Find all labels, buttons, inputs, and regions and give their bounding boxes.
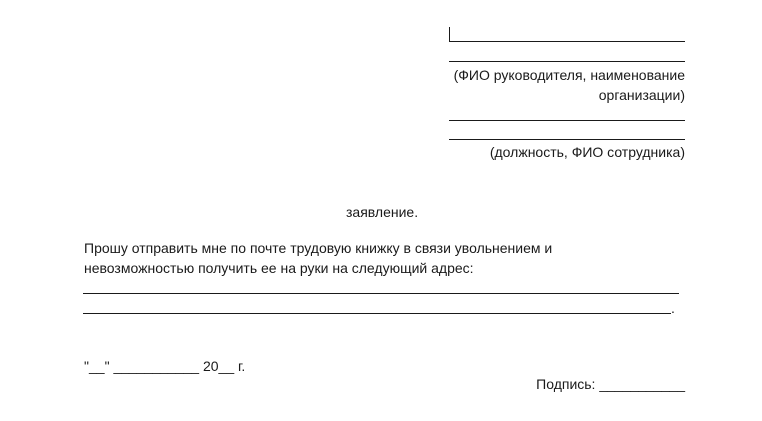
signature-label: Подпись: [536,376,596,392]
recipient-field-line-2 [449,61,685,62]
document-title: заявление. [346,204,419,220]
date-month-blank: ___________ [113,358,200,374]
date-day-blank: __ [88,358,105,374]
address-end-mark: . [671,300,675,316]
recipient-caption-line-1: (ФИО руководителя, наименование [453,67,685,83]
date-year: 20__ г. [202,358,246,374]
signature-blank: ___________ [599,376,685,392]
signature-field [536,375,685,393]
date-open-quote: " [84,358,89,374]
recipient-field-line-1 [449,41,685,42]
recipient-caption-line-2: организации) [598,87,685,103]
address-line-1 [83,293,679,294]
sender-caption: (должность, ФИО сотрудника) [489,144,685,160]
body-line-2: невозможностью получить ее на руки на следующий адрес: [84,260,474,276]
body-line-1: Прошу отправить мне по почте трудовую книжку в связи увольнением и [84,240,553,256]
address-line-2 [83,313,671,314]
date-field [84,357,245,375]
sender-field-line-2 [449,139,685,140]
sender-field-line-1 [449,120,685,121]
recipient-field-marker [449,27,450,42]
date-close-quote: " [104,358,110,374]
